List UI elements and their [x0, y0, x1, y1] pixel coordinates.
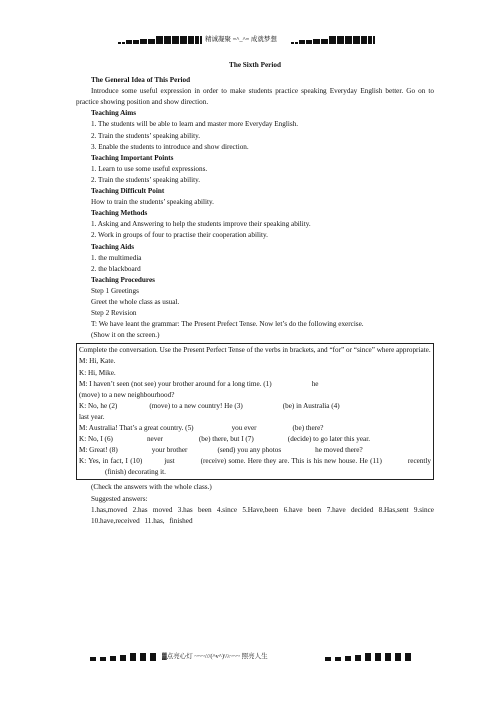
dialogue-segment: (finish) decorating it. [105, 468, 166, 477]
aim-item: 1. The students will be able to learn and master more Everyday English. [91, 120, 299, 129]
dialogue-line [79, 379, 431, 390]
dialogue-segment: K: Yes, in fact, I (10) [79, 457, 143, 466]
dialogue-segment: just [164, 457, 175, 466]
page-title: The Sixth Period [229, 61, 281, 69]
suggested-answers: 1.has,moved 2.has moved 3.has been 4.since 5.Have,been 6.have been 7.have decided 8.Has,sent 9.since 10.have,received 11.has, finished [91, 505, 434, 525]
dialogue-line: M: Hi, Kate. [79, 357, 116, 366]
dialogue-segment: recently [407, 457, 432, 466]
methods-heading: Teaching Methods [91, 209, 148, 218]
footer-decoration-bars-right [325, 653, 412, 661]
dialogue-segment: (send) you any photos [217, 446, 282, 455]
dialogue-line [79, 423, 431, 434]
step2-heading: Step 2 Revision [91, 309, 137, 318]
dialogue-line [79, 434, 431, 445]
dialogue-line [79, 401, 431, 412]
step1-text: Greet the whole class as usual. [91, 297, 180, 306]
dialogue-segment: K: No, he (2) [79, 401, 118, 410]
dialogue-segment: (be) there? [292, 424, 324, 432]
footer-text: ▓点亮心灯 ~~~///(^v^)\\\~~~ 照亮人生 [162, 653, 268, 660]
dialogue-line: (move) to a new neighbourhood? [79, 390, 175, 399]
page-header [0, 34, 496, 46]
general-text: Introduce some useful expression in order to make students practice speaking Everyday English better. Go on to practice showing position and show direction. [76, 87, 434, 107]
dialogue-segment: (be) in Australia (4) [282, 401, 340, 410]
dialogue-segment: M: I haven’t seen (not see) your brother around for a long time. (1) [79, 379, 272, 388]
footer-decoration-bars-left [90, 653, 160, 661]
procedures-heading: Teaching Procedures [91, 275, 155, 284]
method-item: 2. Work in groups of four to practise their cooperation ability. [91, 231, 268, 240]
document-body [76, 54, 434, 527]
exercise-instruction: Complete the conversation. Use the Present Perfect Tense of the verbs in brackets, and “for” or “since” where appropriate. [79, 346, 431, 355]
aid-item: 1. the multimedia [91, 253, 142, 262]
step1-heading: Step 1 Greetings [91, 286, 139, 295]
dialogue-line: K: Hi, Mike. [79, 368, 116, 377]
check-note: (Check the answers with the whole class.) [91, 483, 212, 492]
aids-heading: Teaching Aids [91, 242, 135, 251]
header-decoration-bars-left [118, 36, 203, 44]
page-footer [0, 651, 496, 663]
dialogue-line [79, 456, 431, 478]
dialogue-segment: M: Australia! That’s a great country. (5) [79, 424, 194, 432]
header-decoration-bars-right [291, 36, 376, 44]
dialogue-segment: (receive) some. Here they are. This is his new house. He (11) [200, 457, 382, 466]
dialogue-segment: (decide) to go later this year. [287, 435, 371, 444]
exercise-box [76, 343, 434, 480]
dialogue-segment: (move) to a new country! He (3) [149, 401, 243, 410]
dialogue-segment: you ever [231, 424, 257, 432]
dialogue-line [79, 445, 431, 456]
dialogue-segment: your brother [151, 446, 188, 455]
show-note: (Show it on the screen.) [91, 331, 160, 340]
point-item: 2. Train the students’ speaking ability. [91, 175, 200, 184]
aim-item: 3. Enable the students to introduce and show direction. [91, 142, 249, 151]
aid-item: 2. the blackboard [91, 264, 141, 273]
dialogue-segment: he moved there? [315, 446, 363, 455]
dialogue-line: last year. [79, 412, 105, 421]
general-heading: The General Idea of This Period [91, 76, 191, 85]
point-item: 1. Learn to use some useful expressions. [91, 164, 208, 173]
difficult-heading: Teaching Difficult Point [91, 187, 165, 196]
dialogue-segment: K: No, I (6) [79, 435, 113, 444]
aim-item: 2. Train the students’ speaking ability. [91, 131, 200, 140]
step2-text: T: We have leant the grammar: The Present Prefect Tense. Now let’s do the following exercise. [91, 320, 364, 329]
dialogue-segment: M: Great! (8) [79, 446, 118, 455]
points-heading: Teaching Important Points [91, 153, 174, 162]
method-item: 1. Asking and Answering to help the students improve their speaking ability. [91, 220, 311, 229]
dialogue-segment: (be) there, but I (7) [198, 435, 254, 444]
difficult-text: How to train the students’ speaking ability. [91, 198, 214, 207]
aims-heading: Teaching Aims [91, 109, 137, 118]
header-text: 精诚凝聚 =^_^= 成就梦想 [205, 36, 277, 43]
suggested-heading: Suggested answers: [91, 494, 148, 503]
dialogue-segment: he [311, 379, 319, 388]
dialogue-segment: never [146, 435, 163, 444]
